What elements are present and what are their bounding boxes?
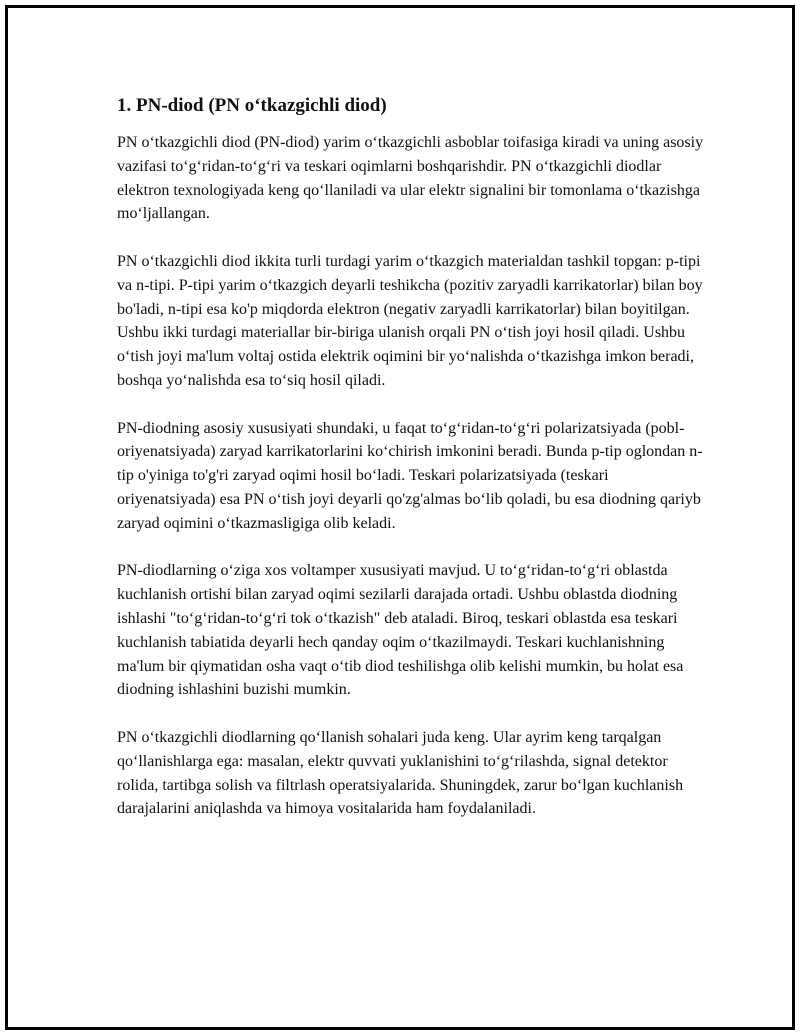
paragraph-3: PN-diodning asosiy xususiyati shundaki, u faqat toʻgʻridan-toʻgʻri polarizatsiyada (pobl-oriyenatsiyada) zaryad karrikatorlarini koʻchirish imkonini beradi. Bunda p-tip oglondan n-tip o'yiniga to'g'ri zaryad oqimi hosil boʻladi. Teskari polarizatsiyada (teskari oriyenatsiyada) esa PN oʻtish joyi deyarli qo'zg'almas boʻlib qoladi, bu esa diodning qariyb zaryad oqimini oʻtkazmasligiga olib keladi. — [117, 419, 703, 532]
section-heading: 1. PN-diod (PN oʻtkazgichli diod) — [117, 95, 387, 116]
paragraph-5: PN oʻtkazgichli diodlarning qoʻllanish sohalari juda keng. Ular ayrim keng tarqalgan qoʻllanishlarga ega: masalan, elektr quvvati yuklanishini toʻgʻrilashda, signal detektor rolida, tartibga solish va filtrlash operatsiyalarida. Shuningdek, zarur boʻlgan kuchlanish darajalarini aniqlashda va himoya vositalarida ham foydalaniladi. — [117, 728, 684, 818]
document-body — [117, 93, 707, 845]
paragraph-2: PN oʻtkazgichli diod ikkita turli turdagi yarim oʻtkazgich materialdan tashkil topgan: p-tipi va n-tipi. P-tipi yarim oʻtkazgich deyarli teshikcha (pozitiv zaryadli karrikatorlar) bilan boy bo'ladi, n-tipi esa ko'p miqdorda elektron (negativ zaryadli karrikatorlar) bilan boyitilgan. Ushbu ikki turdagi materiallar bir-biriga ulanish orqali PN oʻtish joyi hosil qiladi. Ushbu oʻtish joyi ma'lum voltaj ostida elektrik oqimini bir yoʻnalishda oʻtkazishga imkon beradi, boshqa yoʻnalishda esa toʻsiq hosil qiladi. — [117, 252, 703, 389]
paragraph-1: PN oʻtkazgichli diod (PN-diod) yarim oʻtkazgichli asboblar toifasiga kiradi va uning asosiy vazifasi toʻgʻridan-toʻgʻri va teskari oqimlarni boshqarishdir. PN oʻtkazgichli diodlar elektron texnologiyada keng qoʻllaniladi va ular elektr signalini bir tomonlama oʻtkazishga moʻljallangan. — [117, 134, 704, 223]
paragraph-4: PN-diodlarning oʻziga xos voltamper xususiyati mavjud. U toʻgʻridan-toʻgʻri oblastda kuchlanish ortishi bilan zaryad oqimi sezilarli darajada ortadi. Ushbu oblastda diodning ishlashi "toʻgʻridan-toʻgʻri tok oʻtkazish" deb ataladi. Biroq, teskari oblastda esa teskari kuchlanish tabiatida deyarli hech qanday oqim oʻtkazilmaydi. Teskari kuchlanishning ma'lum bir qiymatidan osha vaqt oʻtib diod teshilishga olib kelishi mumkin, bu holat esa diodning ishlashini buzishi mumkin. — [117, 562, 684, 699]
